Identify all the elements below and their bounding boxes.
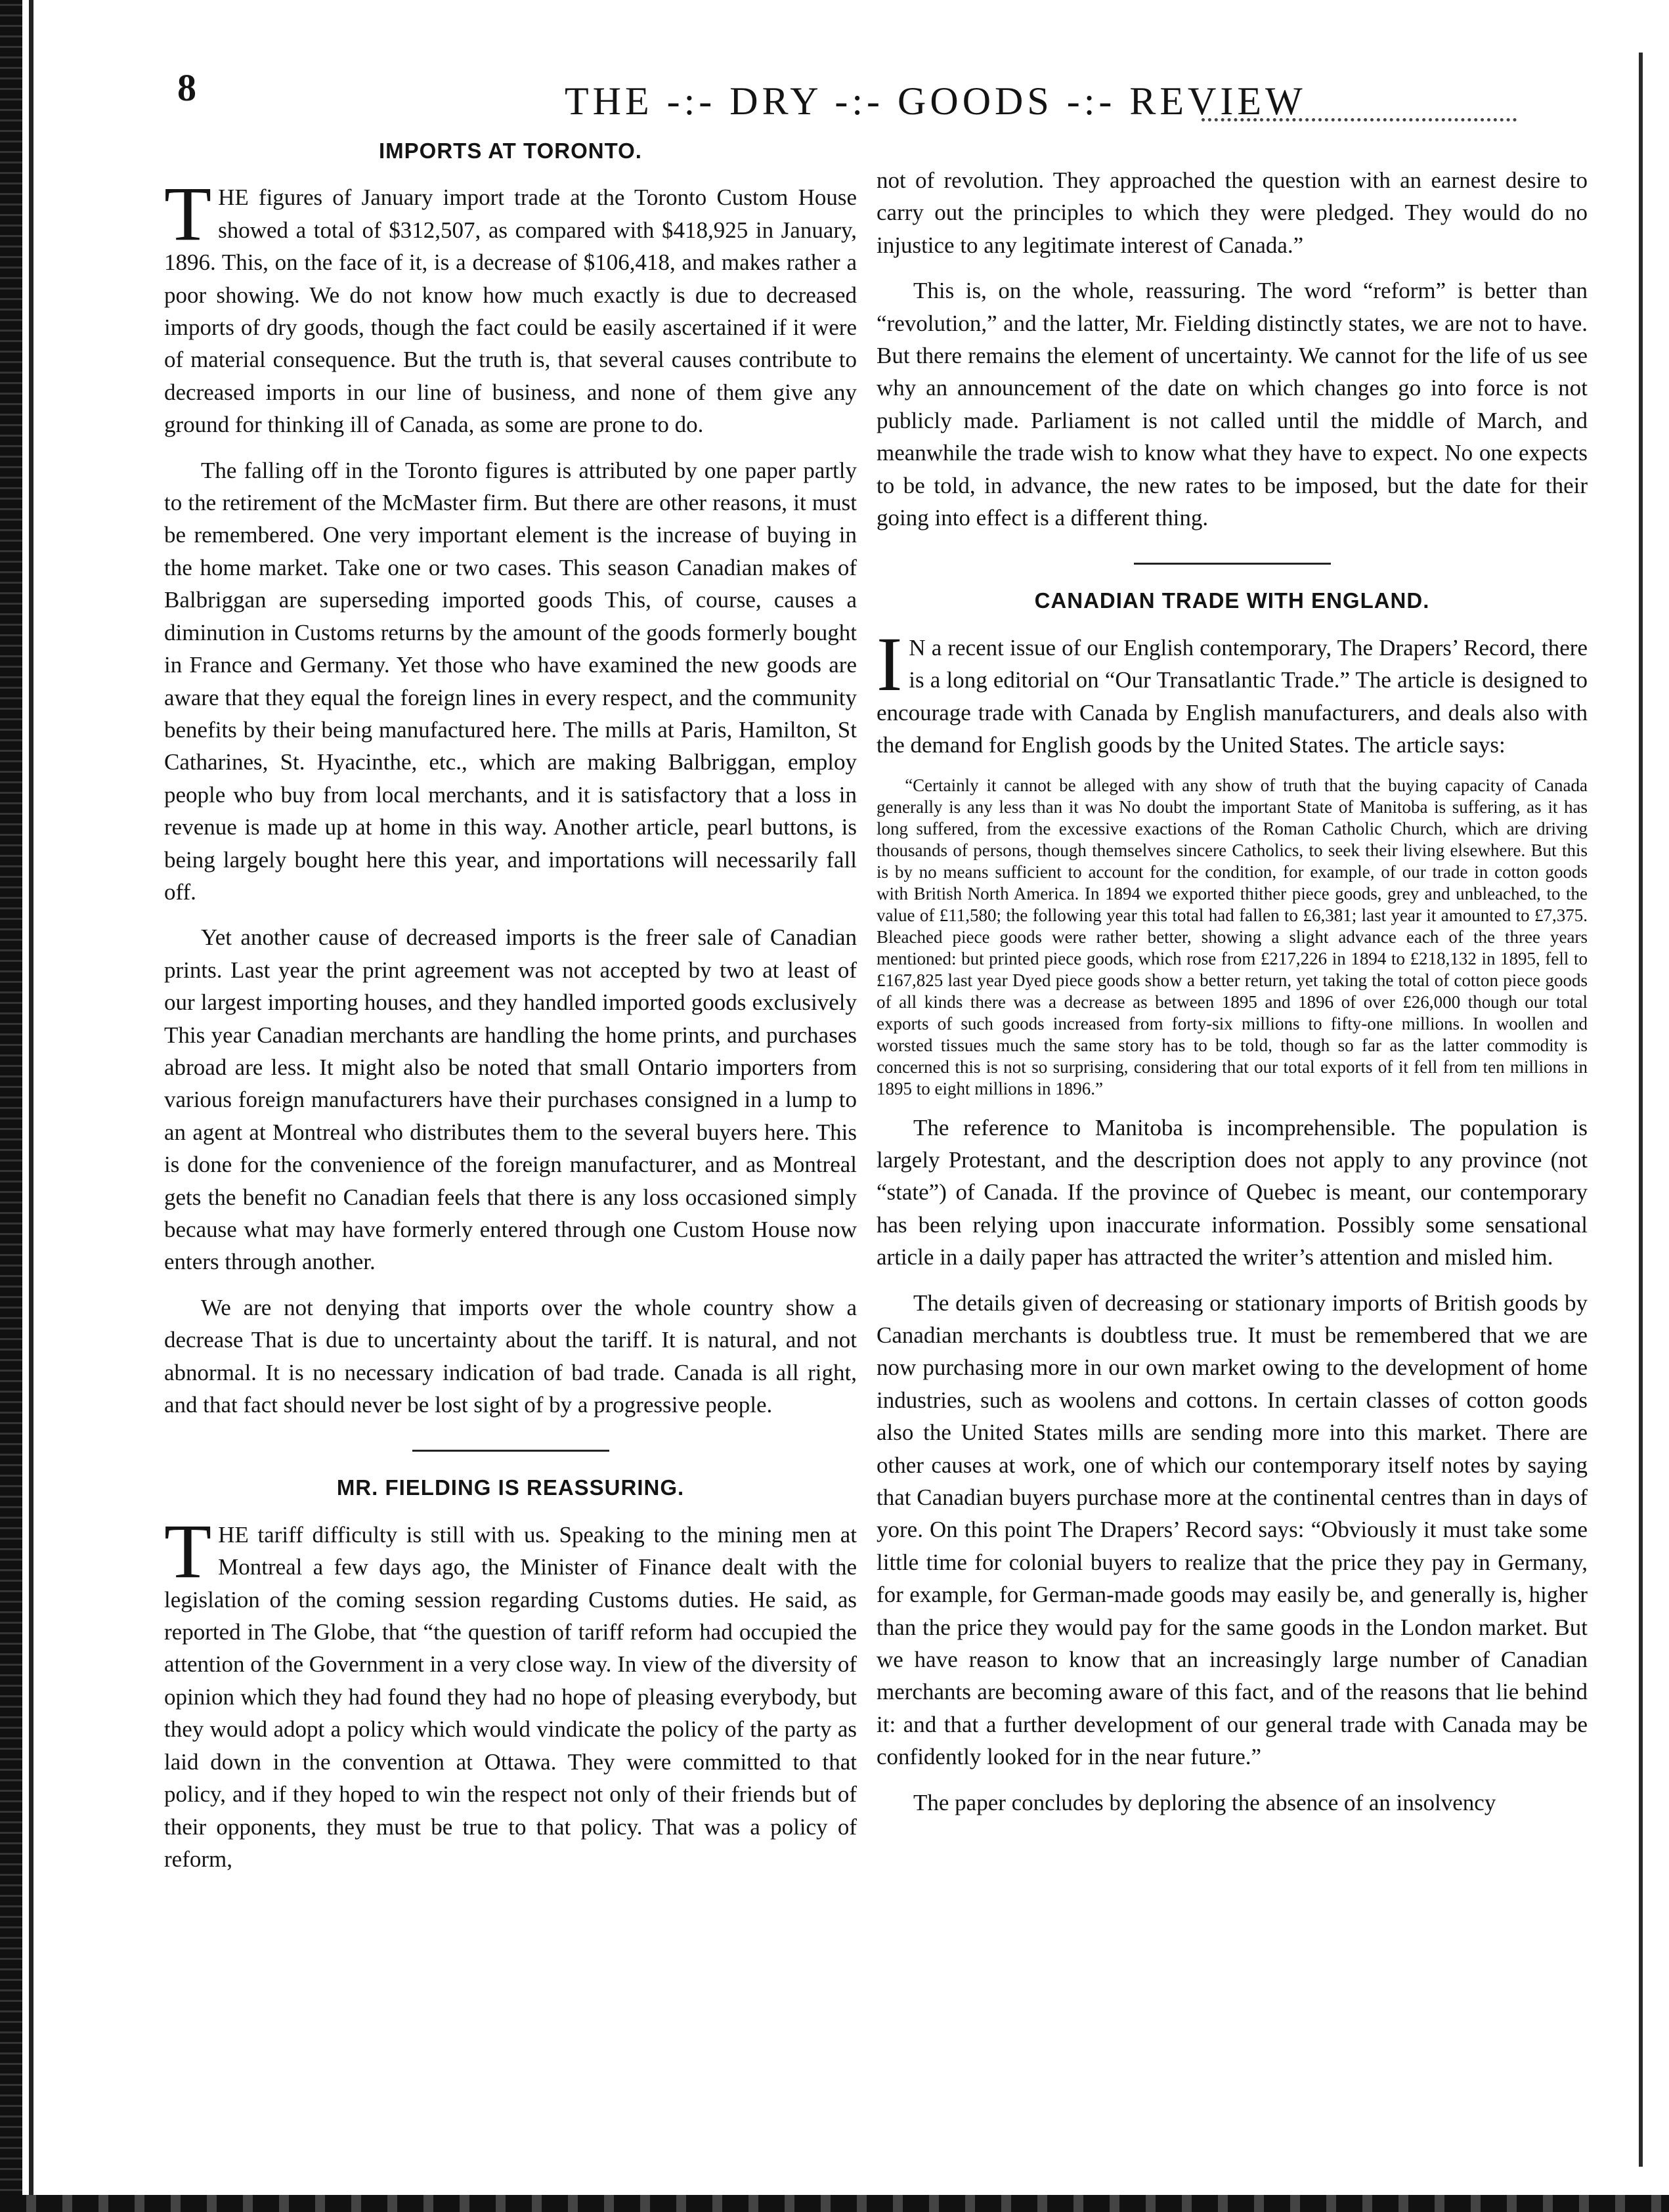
article-paragraph [164, 1507, 857, 1875]
article-mr-fielding [164, 1471, 857, 1875]
article-title: CANADIAN TRADE WITH ENGLAND. [1034, 588, 1430, 613]
article-paragraph: The falling off in the Toronto figures is attributed by one paper partly to the retirement of the McMaster firm. But there are other reasons, it must be remembered. One very important element is the increase of buying in the home market. Take one or two cases. This season Canadian makes of Balbriggan are superseding imported goods This, of course, causes a diminution in Customs returns by the amount of the goods formerly bought in France and Germany. Yet those who have examined the new goods are aware that they equal the foreign lines in every respect, and the community benefits by their being manufactured here. The mills at Paris, Hamilton, St Catharines, St. Hyacinthe, etc., which are making Balbriggan, employ people who buy from local merchants, and it is satisfactory that a loss in revenue is made up at home in this way. Another article, pearl buttons, is being largely bought here this year, and importations will necessarily fall off. [164, 457, 857, 905]
article-paragraph: The details given of decreasing or stationary imports of British goods by Canadian merchants is doubtless true. It must be remembered that we are now purchasing more in our own market owing to the development of home industries, such as woolens and cottons. In certain classes of cotton goods also the United States mills are sending more into this market. There are other causes at work, one of which our contemporary itself notes by saying that Canadian buyers purchase more at the continental centres than in days of yore. On this point The Drapers’ Record says: “Obviously it must take some little time for colonial buyers to realize that the price they pay in Germany, for example, for German-made goods may easily be, and generally is, higher than the price they would pay for the same goods in the London market. But we have reason to know that an increasingly large number of Canadian merchants are becoming aware of this fact, and of the reasons that lie behind it: and that a further development of our general trade with Canada may be confidently looked for in the near future.” [877, 1290, 1588, 1770]
article-paragraph: The reference to Manitoba is incomprehensible. The population is largely Protestant, and the description does not apply to any province (not “state”) of Canada. If the province of Quebec is meant, our contemporary has been relying upon inaccurate information. Possibly some sensational article in a daily paper has attracted the writer’s attention and misled him. [877, 1114, 1588, 1270]
drop-cap: T [164, 171, 212, 257]
masthead-trail [1202, 118, 1517, 121]
masthead-title: THE -:- DRY -:- GOODS -:- REVIEW [565, 79, 1307, 123]
paragraph-text: HE tariff difficulty is still with us. Speaking to the mining men at Montreal a few days ago, the Minister of Finance dealt with the legislation of the coming session regarding Customs duties. He said, as reported in The Globe, that “the question of tariff reform had occupied the attention of the Government in a very close way. In view of the diversity of opinion which they had found they had no hope of pleasing everybody, but they would adopt a policy which would vindicate the policy of the party as laid down in the convention at Ottawa. They were committed to that policy, and if they hoped to win the respect not only of their friends but of their opponents, they must be true to that policy. That was a policy of reform, [164, 1521, 857, 1872]
right-column [877, 164, 1588, 1832]
block-quote: “Certainly it cannot be alleged with any show of truth that the buying capacity of Canada generally is any less than it was No doubt the important State of Manitoba is suffering, as it has long suffered, from the excessive exactions of the Roman Catholic Church, which are driving thousands of persons, though themselves sincere Catholics, to seek their living elsewhere. But this is by no means sufficient to account for the condition, for example, of our trade in cotton goods with British North America. In 1894 we exported thither piece goods, grey and unbleached, to the value of £11,580; the following year this total had fallen to £6,381; last year it amounted to £7,375. Bleached piece goods were rather better, showing a slight advance each of the three years mentioned: but printed piece goods, which rose from £217,226 in 1894 to £218,132 in 1895, fell to £167,825 last year Dyed piece goods show a better return, yet taking the total of cotton piece goods of all kinds there was a decrease as between 1895 and 1896 of over £26,000 though our total exports of such goods increased from forty-six millions to fifty-one millions. In woollen and worsted tissues much the same story has to be told, though so far as the latter commodity is concerned this is not so surprising, considering that our total exports of it fell from ten millions in 1895 to eight millions in 1896.” [877, 775, 1588, 1098]
page-bottom-edge [0, 2195, 1669, 2212]
page-binding-line [29, 0, 33, 2212]
section-divider [412, 1450, 609, 1452]
article-title: IMPORTS AT TORONTO. [379, 139, 642, 163]
page-number: 8 [177, 66, 196, 109]
paragraph-text: HE figures of January import trade at the Toronto Custom House showed a total of $312,507, as compared with $418,925 in January, 1896. This, on the face of it, is a decrease of $106,418, and makes rather a poor showing. We do not know how much exactly is due to decreased imports of dry goods, though the fact could be easily ascertained if it were of material consequence. But the truth is, that several causes contribute to decreased imports in our line of business, and none of them give any ground for thinking ill of Canada, as some are prone to do. [164, 184, 857, 438]
drop-cap: I [877, 620, 903, 707]
article-paragraph: The paper concludes by deploring the absence of an insolvency [913, 1789, 1496, 1815]
page-right-edge [1639, 53, 1643, 2167]
paragraph-text: N a recent issue of our English contemporary, The Drapers’ Record, there is a long editorial on “Our Transatlantic Trade.” The article is designed to encourage trade with Canada by English manufacturers, and deals also with the demand for English goods by the United States. The article says: [877, 634, 1588, 758]
article-paragraph: We are not denying that imports over the whole country show a decrease That is due to uncertainty about the tariff. It is natural, and not abnormal. It is no necessary indication of bad trade. Canada is all right, and that fact should never be lost sight of by a progressive people. [164, 1294, 857, 1418]
article-paragraph [877, 620, 1588, 762]
article-canadian-trade-with-england [877, 584, 1588, 1819]
article-paragraph [164, 171, 857, 441]
left-column [164, 135, 857, 1888]
article-mr-fielding-continued [877, 164, 1588, 534]
article-title: MR. FIELDING IS REASSURING. [336, 1475, 685, 1500]
page-binding-edge [0, 0, 22, 2212]
article-paragraph: not of revolution. They approached the question with an earnest desire to carry out the principles to which they were pledged. They would do no injustice to any legitimate interest of Canada.” [877, 167, 1588, 258]
drop-cap: T [164, 1507, 212, 1594]
section-divider [1134, 563, 1331, 565]
article-paragraph: Yet another cause of decreased imports is the freer sale of Canadian prints. Last year the print agreement was not accepted by two at least of our largest importing houses, and they handled imported goods exclusively This year Canadian merchants are handling the home prints, and purchases abroad are less. It might also be noted that small Ontario importers from various foreign manufacturers have their purchases consigned in a lump to an agent at Montreal who distributes them to the several buyers here. This is done for the convenience of the foreign manufacturer, and as Montreal gets the benefit no Canadian feels that there is any loss occasioned simply because what may have formerly entered through one Custom House now enters through another. [164, 924, 857, 1275]
article-paragraph: This is, on the whole, reassuring. The word “reform” is better than “revolution,” and the latter, Mr. Fielding distinctly states, we are not to have. But there remains the element of uncertainty. We cannot for the life of us see why an announcement of the date on which changes go into force is not publicly made. Parliament is not called until the middle of March, and meanwhile the trade wish to know what they have to expect. No one expects to be told, in advance, the new rates to be imposed, but the date for their going into effect is a different thing. [877, 278, 1588, 531]
article-imports-at-toronto [164, 135, 857, 1421]
